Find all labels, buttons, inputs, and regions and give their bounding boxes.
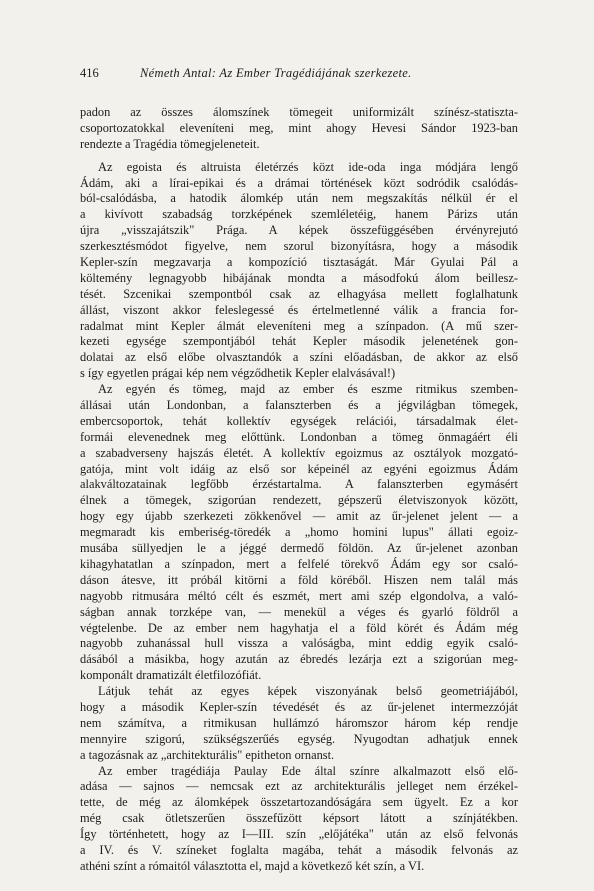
text-line: költemény legnagyobb hibájának mondta a másodfokú álom beillesz-	[80, 270, 518, 285]
text-line: megmaradt kis emberiség-töredék a „homo homini lupus" állati egoiz-	[80, 525, 518, 540]
text-line: csoportozatokkal eleveníteni meg, mint ahogy Hevesi Sándor 1923-ban	[80, 120, 518, 135]
text-line: kezeti egysége szempontjából tehát Kepler második jelenetének gon-	[80, 334, 518, 349]
text-line: rendezte a Tragédia tömegjeleneteit.	[80, 136, 260, 151]
text-line: Kepler-szín megzavarja a kompozíció tisztaságát. Már Gyulai Pál a	[80, 255, 518, 270]
text-line: hogy a második Kepler-szín tévedését és az űr-jelenet intermezzóját	[80, 699, 518, 714]
text-line: nagyobb ritmusára méltó célt és eszmét, mert ami szép elgondolva, a való-	[80, 588, 518, 603]
text-line: a kivívott szabadság torzképének szemléletéig, hanem Párizs után	[80, 207, 518, 222]
text-line: végtelenbe. De az ember nem hagyhatja el a föld körét és Ádám még	[80, 620, 518, 635]
paragraph-spacer	[80, 153, 518, 160]
page-header	[80, 66, 518, 82]
text-line: dolatai az első előbe olvasztandók a színi előadásban, de akkor az első	[80, 350, 518, 365]
text-line: állást, viszont akkor feleslegessé és értelmetlenné válik a francia for-	[80, 302, 518, 317]
text-line: embercsoportok, tehát kollektív egységek relációi, társadalmak élet-	[80, 413, 518, 428]
text-line: a szabadverseny hajszás életét. A kollektív egoizmus az osztályok mozgató-	[80, 445, 518, 460]
text-line: hogy egy újabb szerkezeti zökkenővel — amit az űr-jelenet jelent — a	[80, 509, 518, 524]
text-line: Az egoista és altruista életérzés közt ide-oda inga módjára lengő	[98, 159, 518, 174]
text-line: musába süllyedjen le a jéggé dermedő földön. Az űr-jelenet azonban	[80, 541, 518, 556]
text-line: újra „visszajátszik" Prága. A képek összefüggésében érvényrejutó	[80, 223, 518, 238]
text-line: nem számítva, a ritmikusan hullámzó háromszor három kép rendje	[80, 715, 518, 730]
text-line: Látjuk tehát az egyes képek viszonyának belső geometriájából,	[98, 684, 518, 699]
text-line: Ádám, aki a lírai-epikai és a drámai történések közt sodródik csalódás-	[80, 175, 518, 190]
text-line: alakváltozatainak legfőbb érzéstartalma. A falanszterben egymásért	[80, 477, 518, 492]
page-number: 416	[80, 66, 99, 80]
text-line: komponált dramatizált életfilozófiát.	[80, 668, 262, 683]
paragraph	[80, 684, 518, 763]
paragraph	[80, 764, 518, 875]
running-head: Németh Antal: Az Ember Tragédiájának szerkezete.	[140, 66, 412, 80]
paragraph	[80, 160, 518, 382]
text-line: nagyobb zuhanással hull vissza a valóságba, mint eddig egyik csaló-	[80, 636, 518, 651]
text-line: kihagyhatatlan a színpadon, mert a felfelé törekvő Ádám egy sor csaló-	[80, 556, 518, 571]
text-line: ságban annak torzképe van, — menekül a véges és gyarló földről a	[80, 604, 518, 619]
text-line: radalmat mint Kepler álmát eleveníteni meg a színpadon. (A mű szer-	[80, 318, 518, 333]
text-line: élnek a tömegek, szigorúan rendezett, gépszerű életviszonyok között,	[80, 493, 518, 508]
body-text	[80, 105, 518, 875]
text-line: adása — sajnos — nemcsak ezt az architekturális jelleget nem érzékel-	[80, 779, 518, 794]
text-line: dáson átesve, itt próbál kitörni a föld köréből. Hiszen nem talál más	[80, 572, 518, 587]
text-line: Az ember tragédiája Paulay Ede által színre alkalmazott első elő-	[98, 763, 518, 778]
text-line: dásából a másikba, hogy azután az ébredés lezárja ezt a szigorúan meg-	[80, 652, 518, 667]
text-line: tette, de még az álomképek összetartozandóságára sem ügyelt. Ez a kor	[80, 795, 518, 810]
text-line: még csak ötletszerűen összefűzött képsort látott a színjátékben.	[80, 811, 518, 826]
paragraph	[80, 105, 518, 153]
text-line: állásai után Londonban, a falanszterben és a jégvilágban tömegek,	[80, 398, 518, 413]
text-line: ból-csalódásba, a hatodik álomkép után nem megszakítás nélkül ér el	[80, 191, 518, 206]
text-line: a tagozásnak az „architekturális" epitheton ornanst.	[80, 747, 335, 762]
text-line: padon az összes álomszínek tömegeit uniformizált színész-statiszta-	[80, 105, 518, 119]
text-line: gatója, mint volt idáig az első sor képeinél az egyéni egoizmus Ádám	[80, 461, 518, 476]
text-line: Így történhetett, hogy az I—III. szín „előjátéka" után az első felvonás	[80, 827, 518, 842]
text-line: Az egyén és tömeg, majd az ember és eszme ritmikus szemben-	[98, 382, 518, 397]
text-line: tését. Szcenikai szempontból csak az elhagyása mellett foglalhatunk	[80, 286, 518, 301]
paragraph	[80, 382, 518, 684]
text-line: athéni színt a rómaitól választotta el, majd a következő két szín, a VI.	[80, 858, 425, 873]
text-line: a IV. és V. színeket foglalta magába, tehát a második felvonás az	[80, 842, 518, 857]
text-line: s így egyetlen prágai kép nem végződhetik Kepler elalvásával!)	[80, 366, 396, 381]
text-line: mennyire szigorú, szükségszerűés egység. Nyugodtan adhatjuk ennek	[80, 731, 518, 746]
text-line: formái elevenednek meg előttünk. Londonban a tömeg önmagáért éli	[80, 429, 518, 444]
text-line: szerkesztésmódot figyelve, nem szorul bizonyításra, hogy a második	[80, 239, 518, 254]
